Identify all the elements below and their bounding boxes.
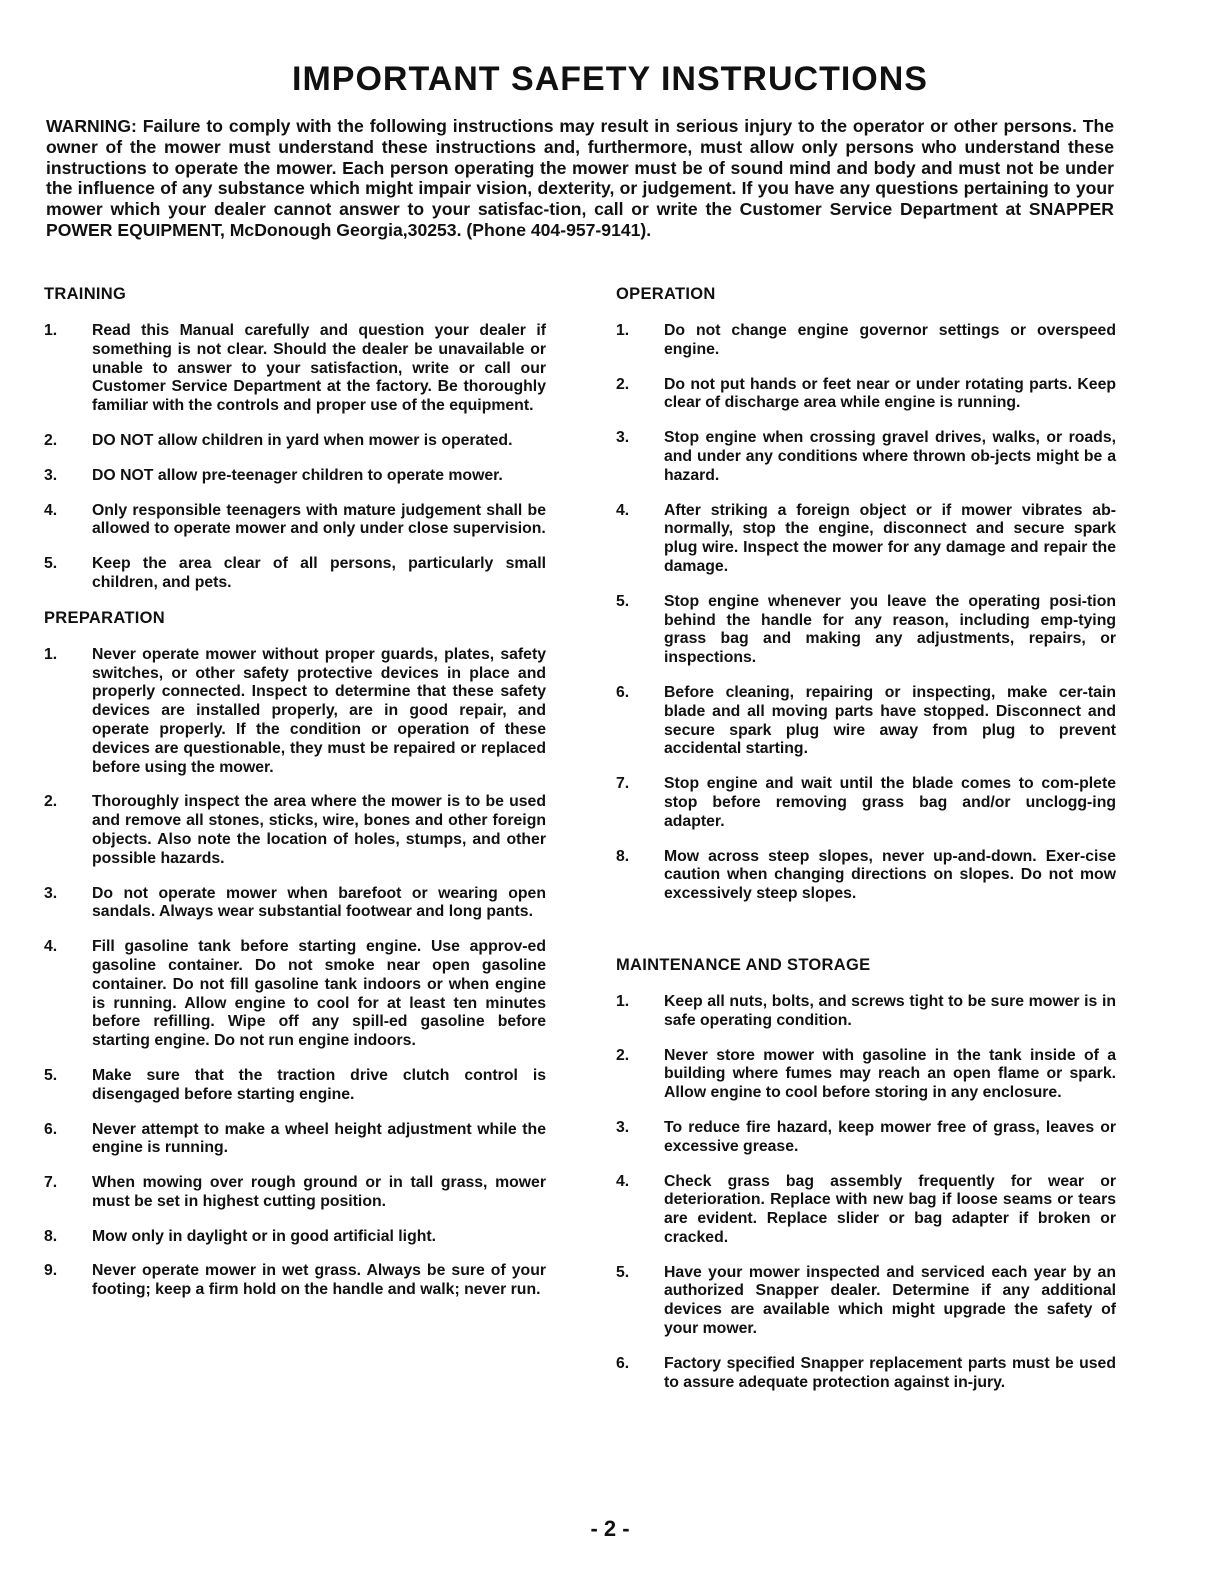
item-text: Never operate mower without proper guards, plates, safety switches, or other safety protective devices in place and properly connected. Inspect to determine that these safety devices are installed properly, are in good repair, and operate properly. If the condition or operation of these devices are questionable, they must be repaired or replaced before using the mower.	[92, 645, 546, 776]
item-text: Fill gasoline tank before starting engine. Use approv-ed gasoline container. Do not smoke near open gasoline container. Do not fill gasoline tank indoors or when engine is running. Allow engine to cool for at least ten minutes before refilling. Wipe off any spill-ed gasoline before starting engine. Do not run engine indoors.	[92, 938, 546, 1050]
item-text: Keep all nuts, bolts, and screws tight to be sure mower is in safe operating condition.	[664, 992, 1116, 1029]
item-number: 3.	[44, 884, 58, 902]
list-item	[44, 646, 546, 778]
item-number: 1.	[616, 322, 630, 339]
section-heading-training: TRAINING	[44, 285, 127, 303]
item-text: Factory specified Snapper replacement parts must be used to assure adequate protection against in-jury.	[664, 1354, 1116, 1391]
item-number: 6.	[616, 683, 630, 701]
section-heading-preparation: PREPARATION	[44, 608, 165, 627]
list-item	[616, 376, 1116, 414]
list-item	[44, 885, 546, 923]
item-number: 2.	[44, 793, 58, 811]
item-number: 1.	[616, 992, 630, 1010]
item-text: Never operate mower in wet grass. Always be sure of your footing; keep a firm hold on the handle and walk; never run.	[92, 1262, 546, 1299]
item-number: 4.	[616, 501, 630, 519]
list-item	[616, 429, 1116, 485]
item-number: 5.	[44, 555, 58, 573]
item-text: Stop engine and wait until the blade comes to com-plete stop before removing grass bag and/or unclogg-ing adapter.	[664, 775, 1116, 830]
item-text: Do not operate mower when barefoot or wearing open sandals. Always wear substantial footwear and long pants.	[92, 884, 546, 921]
item-text: When mowing over rough ground or in tall grass, mower must be set in highest cutting position.	[92, 1174, 546, 1210]
list-item	[616, 593, 1116, 668]
page-title: IMPORTANT SAFETY INSTRUCTIONS	[292, 60, 928, 98]
section-heading-maintenance: MAINTENANCE AND STORAGE	[616, 955, 871, 974]
item-number: 5.	[44, 1066, 58, 1084]
list-item	[44, 938, 546, 1051]
right-column	[616, 285, 1116, 1408]
list-item	[44, 467, 546, 486]
item-number: 4.	[616, 1172, 630, 1190]
list-item	[44, 1174, 546, 1212]
list-item	[616, 502, 1116, 577]
list-item	[44, 1067, 546, 1105]
item-number: 3.	[44, 466, 58, 484]
item-text: Do not put hands or feet near or under rotating parts. Keep clear of discharge area while engine is running.	[664, 375, 1116, 412]
list-item	[616, 1173, 1116, 1248]
maintenance-list	[616, 993, 1116, 1393]
item-text: Never attempt to make a wheel height adjustment while the engine is running.	[92, 1120, 546, 1157]
item-number: 6.	[44, 1120, 58, 1138]
item-number: 2.	[616, 375, 630, 393]
list-item	[616, 1047, 1116, 1103]
item-text: Make sure that the traction drive clutch control is disengaged before starting engine.	[92, 1066, 546, 1103]
item-number: 7.	[616, 775, 630, 793]
list-item	[616, 993, 1116, 1031]
list-item	[616, 684, 1116, 759]
operation-list	[616, 322, 1116, 904]
list-item	[616, 775, 1116, 831]
warning-paragraph: WARNING: Failure to comply with the following instructions may result in serious injury to the operator or other persons. The owner of the mower must understand these instructions and, furthermore, must allow only persons who understand these instructions to operate the mower. Each person operating the mower must be of sound mind and body and must not be under the influence of any substance which might impair vision, dexterity, or judgement. If you have any questions pertaining to your mower which your dealer cannot answer to your satisfac-tion, call or write the Customer Service Department at SNAPPER POWER EQUIPMENT, McDonough Georgia,30253. (Phone 404-957-9141).	[46, 116, 1114, 240]
item-text: Stop engine whenever you leave the operating posi-tion behind the handle for any reason, including emp-tying grass bag and making any adjustments, repairs, or inspections.	[664, 592, 1116, 667]
item-text: Stop engine when crossing gravel drives, walks, or roads, and under any conditions where thrown ob-jects might be a hazard.	[664, 429, 1116, 484]
list-item	[44, 432, 546, 451]
item-text: Thoroughly inspect the area where the mower is to be used and remove all stones, sticks, wire, bones and other foreign objects. Also note the location of holes, stumps, and other possible hazards.	[92, 793, 546, 867]
list-item	[44, 793, 546, 868]
item-number: 5.	[616, 592, 630, 610]
page-number: - 2 -	[590, 1516, 630, 1541]
item-text: Keep the area clear of all persons, particularly small children, and pets.	[92, 555, 546, 591]
item-number: 2.	[44, 431, 58, 449]
list-item	[616, 1355, 1116, 1393]
item-number: 7.	[44, 1174, 58, 1192]
item-text: Only responsible teenagers with mature judgement shall be allowed to operate mower and only under close supervision.	[92, 501, 546, 538]
item-text: Read this Manual carefully and question your dealer if something is not clear. Should the dealer be unavailable or unable to answer to your satisfaction, write or call our Customer Service Department at the factory. Be thoroughly familiar with the controls and proper use of the equipment.	[92, 322, 546, 415]
item-text: Check grass bag assembly frequently for wear or deterioration. Replace with new bag if loose seams or tears are evident. Replace slider or bag adapter if broken or cracked.	[664, 1172, 1116, 1246]
list-item	[44, 1121, 546, 1159]
list-item	[44, 1262, 546, 1300]
list-item	[44, 1228, 546, 1247]
item-number: 1.	[44, 645, 58, 663]
item-number: 8.	[616, 847, 630, 865]
item-text: DO NOT allow children in yard when mower is operated.	[92, 431, 513, 449]
item-text: Do not change engine governor settings or overspeed engine.	[664, 322, 1116, 358]
left-column	[44, 285, 546, 1316]
list-item	[44, 502, 546, 540]
item-text: Have your mower inspected and serviced each year by an authorized Snapper dealer. Determine if any additional devices are available which might upgrade the safety of your mower.	[664, 1263, 1116, 1338]
list-item	[44, 322, 546, 416]
item-text: DO NOT allow pre-teenager children to operate mower.	[92, 466, 503, 484]
item-text: To reduce fire hazard, keep mower free of grass, leaves or excessive grease.	[664, 1118, 1116, 1155]
section-heading-operation: OPERATION	[616, 285, 716, 303]
list-item	[44, 555, 546, 593]
item-number: 3.	[616, 429, 630, 447]
item-number: 1.	[44, 322, 58, 339]
training-list	[44, 322, 546, 593]
item-number: 6.	[616, 1354, 630, 1372]
item-text: Never store mower with gasoline in the tank inside of a building where fumes may reach an open flame or spark. Allow engine to cool before storing in any enclosure.	[664, 1046, 1116, 1102]
item-text: Mow only in daylight or in good artificial light.	[92, 1227, 437, 1245]
item-number: 4.	[44, 938, 58, 956]
list-item	[616, 322, 1116, 360]
item-number: 9.	[44, 1262, 58, 1280]
item-text: Before cleaning, repairing or inspecting, make cer-tain blade and all moving parts have stopped. Disconnect and secure spark plug wire away from plug to prevent accidental starting.	[664, 683, 1116, 758]
item-number: 3.	[616, 1118, 630, 1136]
section-spacer	[616, 920, 1116, 956]
item-text: After striking a foreign object or if mower vibrates ab-normally, stop the engine, disconnect and secure spark plug wire. Inspect the mower for any damage and repair the damage.	[664, 501, 1116, 575]
item-text: Mow across steep slopes, never up-and-down. Exer-cise caution when changing directions on slopes. Do not mow excessively steep slopes.	[664, 847, 1116, 903]
item-number: 4.	[44, 501, 58, 519]
list-item	[616, 1264, 1116, 1339]
item-number: 8.	[44, 1227, 58, 1245]
list-item	[616, 848, 1116, 904]
list-item	[616, 1119, 1116, 1157]
item-number: 2.	[616, 1046, 630, 1064]
preparation-list	[44, 646, 546, 1300]
item-number: 5.	[616, 1263, 630, 1281]
